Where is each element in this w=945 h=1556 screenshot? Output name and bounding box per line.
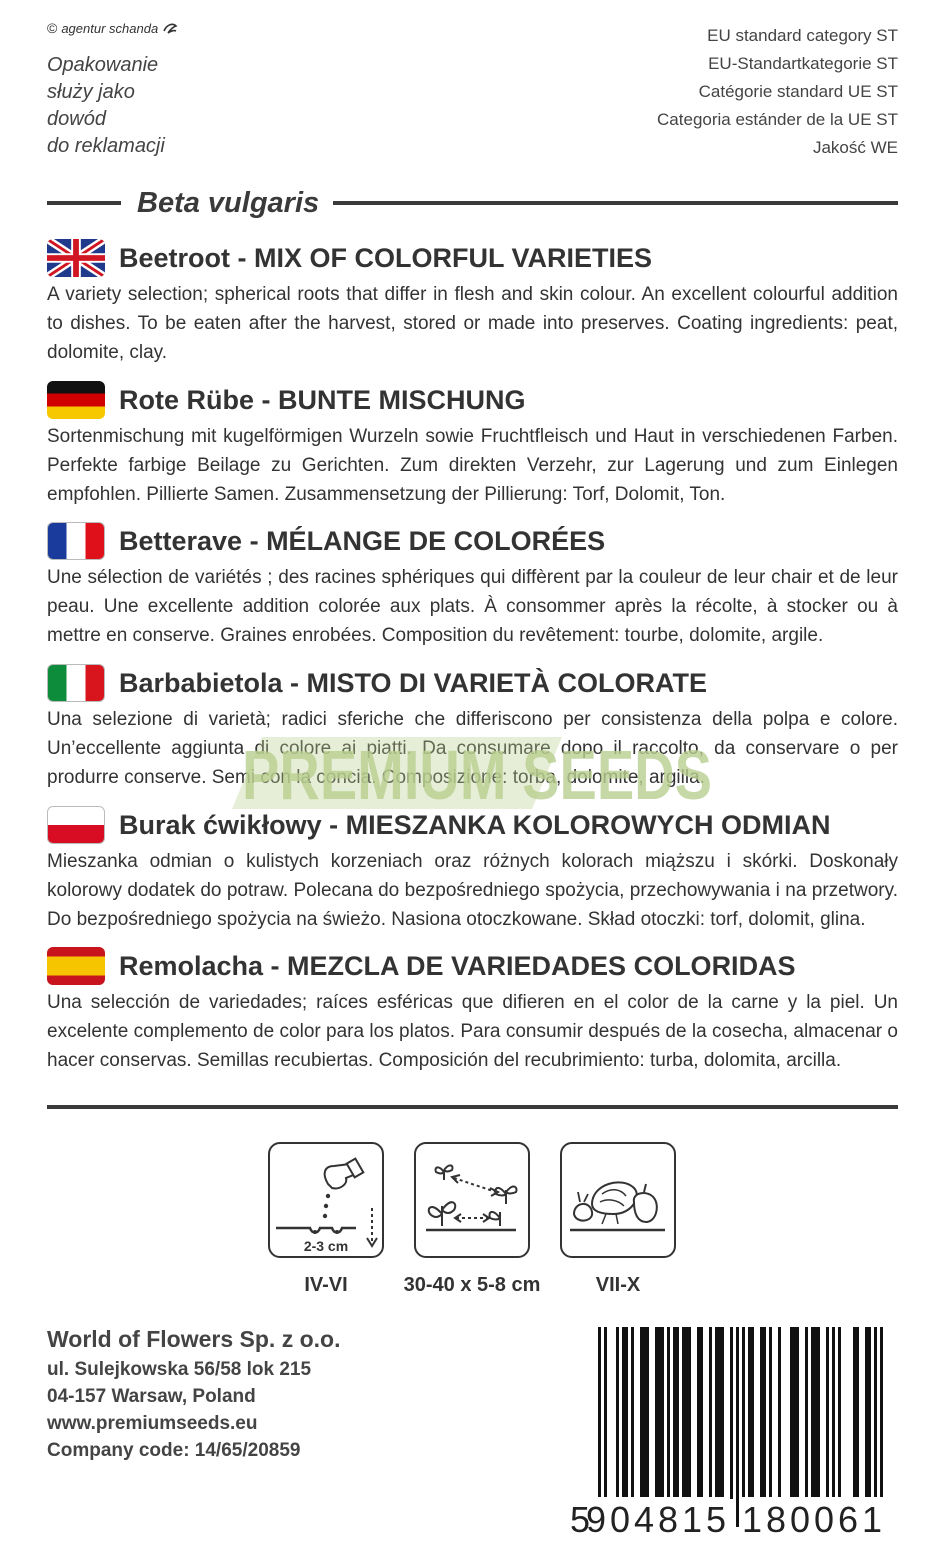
barcode-bar [697,1327,700,1499]
barcode-bar [826,1327,829,1499]
barcode-bar [796,1327,799,1499]
barcode-bar [778,1327,781,1499]
company-address-city: 04-157 Warsaw, Poland [47,1386,256,1407]
section-divider [47,1105,898,1109]
barcode-bar [640,1327,643,1499]
barcode-bar [763,1327,766,1499]
section-title: Remolacha - MEZCLA DE VARIEDADES COLORIDAS [119,950,796,981]
section-header [47,380,898,420]
eu-category-list [657,22,898,162]
barcode-bar [631,1327,634,1499]
section-italian [47,663,898,792]
barcode-bar [718,1327,721,1499]
barcode-bar [760,1327,763,1499]
france-flag-icon [47,522,105,560]
barcode-bar [814,1327,817,1499]
barcode-bar [685,1327,688,1499]
section-german [47,380,898,509]
eu-category: Categoria estánder de la UE ST [657,110,898,129]
barcode-bar [682,1327,685,1499]
section-title: Burak ćwikłowy - MIESZANKA KOLOROWYCH ODMIAN [119,809,831,840]
eu-category: Jakość WE [812,138,898,157]
packaging-note [47,52,165,160]
barcode-bar [643,1327,646,1499]
packaging-line: dowód [47,108,106,130]
species-rule-right [333,201,898,205]
section-body: Una selección de variedades; raíces esféricas que difieren en el color de la carne y la piel. Un excelente complemento de color para los platos. Para consumir después de la cosecha, almacenar o hacer conservas. Semillas recubiertas. Composición del recubrimiento: turba, dolomita, arcilla. [47,992,898,1071]
barcode-bar [676,1327,679,1499]
section-header [47,946,898,986]
section-title: Barbabietola - MISTO DI VARIETÀ COLORATE [119,667,708,698]
section-body: Une sélection de variétés ; des racines sphériques qui diffèrent par la couleur de leur chair et de leur peau. Une excellente addition colorée aux plats. À consommer après la récolte, à stocker ou à mettre en conserve. Graines enrobées. Composition du revêtement: tourbe, dolomite, argile. [47,567,898,646]
section-english [47,238,898,367]
harvest-period-label: VII-X [595,1274,641,1296]
section-header [47,521,898,561]
barcode-bar [805,1327,808,1499]
watermark-text: PREMIUM SEEDS [242,737,712,809]
section-header [47,663,898,703]
agency-logo-icon [162,22,178,34]
barcode-bar [655,1327,658,1499]
barcode-bar [616,1327,619,1499]
barcode-bar [838,1327,841,1499]
barcode-bar [856,1327,859,1499]
section-title: Betterave - MÉLANGE DE COLORÉES [119,525,606,556]
barcode-left-digits: 904815 [586,1499,726,1536]
uk-flag-icon [47,239,105,277]
section-title: Beetroot - MIX OF COLORFUL VARIETIES [119,242,653,273]
barcode-right-digits: 180061 [742,1499,882,1536]
barcode-bar [688,1327,691,1499]
company-address-street: ul. Sulejkowska 56/58 lok 215 [47,1359,312,1380]
harvest-vegetables-icon [562,1144,673,1255]
barcode-bar [853,1327,856,1499]
section-title: Rote Rübe - BUNTE MISCHUNG [119,384,526,415]
barcode-bar [658,1327,661,1499]
section-body: Una selezione di varietà; radici sferiche che differiscono per consistenza della polpa e colore. Un’eccellente aggiunta di colore ai piatti. Da consumare dopo il raccolto, da conservare o per produrre conserve. Semi con la concia. Composizione: torba, dolomite, argilla. [47,709,898,788]
section-header [47,238,898,278]
barcode-bar [721,1327,724,1499]
barcode-bar [673,1327,676,1499]
section-body: Mieszanka odmian o kulistych korzeniach oraz różnych kolorach miąższu i skórki. Doskonały kolorowy dodatek do potraw. Polecana do bezpośredniego spożycia, przechowywania i na przetwory. Do bezpośredniego spożycia na świeżo. Nasiona otoczkowane. Skład otoczki: torf, dolomit, glina. [47,851,898,930]
eu-category: EU-Standartkategorie ST [708,54,898,73]
company-website: www.premiumseeds.eu [47,1413,258,1434]
barcode-bar [661,1327,664,1499]
barcode-bar [736,1327,739,1527]
barcode-bar [622,1327,625,1499]
barcode-bar [769,1327,772,1499]
packaging-line: służy jako [47,81,135,103]
barcode-bar [730,1327,733,1499]
barcode-bar [832,1327,835,1499]
barcode-bar [625,1327,628,1499]
sowing-period-label: IV-VI [304,1274,348,1296]
packaging-line: do reklamacji [47,135,165,157]
section-body: A variety selection; spherical roots that differ in flesh and skin colour. An excellent colourful addition to dishes. To be eaten after the harvest, stored or made into preserves. Coating ingredients: peat, dolomite, clay. [47,284,898,363]
company-name: World of Flowers Sp. z o.o. [47,1326,341,1352]
copyright-symbol: © [47,20,58,36]
barcode-bar [646,1327,649,1499]
barcode-bar [811,1327,814,1499]
species-name: Beta vulgaris [137,186,320,219]
copyright-note [47,20,178,36]
barcode-bar [709,1327,712,1499]
italy-flag-icon [47,664,105,702]
barcode-bar [817,1327,820,1499]
section-body: Sortenmischung mit kugelförmigen Wurzeln sowie Fruchtfleisch und Haut in verschiedenen Farben. Perfekte farbige Beilage zu Gerichten. Zum direkten Verzehr, zur Lagerung und zum Einlegen empfohlen. Pillierte Samen. Zusammensetzung der Pillierung: Torf, Dolomit, Ton. [47,426,898,505]
barcode-first-digit: 5 [570,1499,591,1536]
sowing-depth-text: 2-3 cm [303,1238,349,1254]
packaging-line: Opakowanie [47,54,159,76]
species-rule-left [47,201,121,205]
harvest-box [560,1142,676,1258]
poland-flag-icon [47,806,105,844]
barcode-bar [700,1327,703,1499]
barcode-bar [748,1327,751,1499]
barcode-bar [793,1327,796,1499]
section-header [47,805,898,845]
plant-spacing-label: 30-40 x 5-8 cm [403,1274,541,1296]
barcode-bar [751,1327,754,1499]
section-french [47,521,898,650]
eu-category: Catégorie standard UE ST [698,82,898,101]
barcode-bar [667,1327,670,1499]
section-spanish [47,946,898,1075]
company-code: Company code: 14/65/20859 [47,1440,301,1461]
company-info [47,1322,340,1464]
plant-spacing-box [414,1142,530,1258]
species-heading [47,183,898,223]
copyright-text: agentur schanda [61,20,159,36]
barcode-bar [715,1327,718,1499]
barcode-bar [868,1327,871,1499]
germany-flag-icon [47,381,105,419]
eu-category: EU standard category ST [707,26,898,45]
plant-spacing-icon [416,1144,527,1255]
barcode-bar [790,1327,793,1499]
spain-flag-icon [47,947,105,985]
section-polish [47,805,898,934]
barcode-bar [865,1327,868,1499]
barcode [568,1327,898,1536]
